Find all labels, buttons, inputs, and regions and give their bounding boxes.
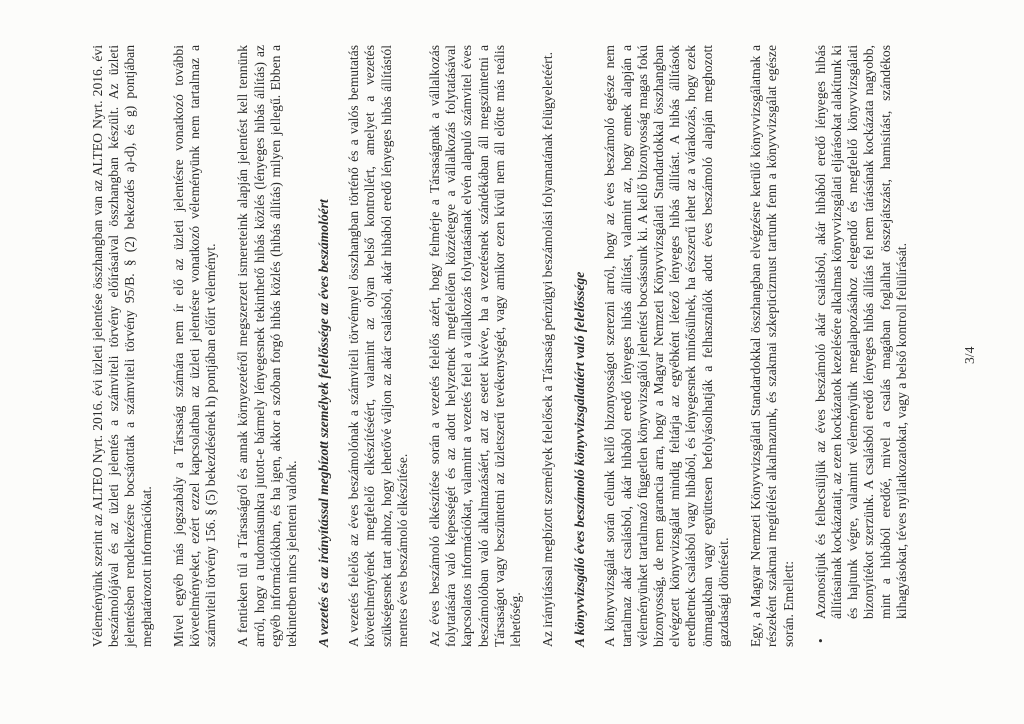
management-responsibility-heading: A vezetés és az irányítással megbízott személyek felelőssége az éves beszámolóért [316,199,332,647]
bullet-item [812,45,910,643]
auditor-responsibility-heading: A könyvvizsgáló éves beszámoló könyvvizsgálatáért való felelőssége [572,271,588,647]
bullet-item-text: Azonosítjuk és felbecsüljük az éves beszámoló akár csalásból, akár hibából eredő lényeges hibás állításainak kockázatait, az ezen kockázatok kezelésére alkalmas könyvvizsgálati eljárásokat alakítunk ki és hajtunk végre, valamint véleményünk megalapozásához elegendő és megfelelő könyvvizsgálati bizonyítékot szerzünk. A csalásból eredő lényeges hibás állítás fel nem tárásának kockázata nagyobb, mint a hibából eredőé, mivel a csalás magában foglalhat összejátszást, hamisítást, szándékos kihagyásokat, téves nyilatkozatokat, vagy a belső kontroll felülírását. [812,45,909,619]
opinion-paragraph-2: Mivel egyéb más jogszabály a Társaság számára nem ír elő az üzleti jelentésre vonatkozó további követelményeket, ezért ezzel kapcsolatban az üzleti jelentésre vonatkozó véleményünk nem tartalmaz a számviteli törvény 156. § (5) bekezdésének h) pontjában előírt véleményt. [170,45,219,647]
opinion-paragraph-1: Véleményünk szerint az ALTEO Nyrt. 2016. évi üzleti jelentése összhangban van az ALTEO Nyrt. 2016. évi beszámolójával és az üzleti jelentés a számviteli törvény előírásaival összhangban készült. Az üzleti jelentésben rendelkezésre bocsátottak a számviteli törvény 95/B. § (2) bekezdés a)-d), és g) pontjában meghatározott információkat. [90,45,154,647]
bullet-marker: • [812,638,828,643]
management-paragraph-2: Az éves beszámoló elkészítése során a vezetés felelős azért, hogy felmérje a Társaságnak a vállalkozás folytatására való képességét és az adott helyzetnek megfelelően közzétegye a vállalkozás folytatásával kapcsolatos információkat, valamint a vezetés felel a vállalkozás folytatásának elvén alapuló számvitel éves beszámolóban való alkalmazásáért, azt az esetet kivéve, ha a vezetésnek szándékában áll megszüntetni a Társaságot vagy beszüntetni az üzletszerű tevékenységét, vagy amikor ezen kívül nem áll előtte más reális lehetőség. [427,45,524,647]
auditor-paragraph-2: Egy, a Magyar Nemzeti Könyvvizsgálati Standardokkal összhangban elvégzésre kerülő könyvvizsgálatnak a részeként szakmai megítélést alkalmazunk, és szakmai szkepticizmust tartunk fenn a könyvvizsgálat egésze során. Emellett: [748,45,796,647]
bullet-list [813,45,910,647]
document-body [90,45,910,647]
management-paragraph-3: Az irányítással megbízott személyek felelősek a Társaság pénzügyi beszámolási folyamatának felügyeletéért. [540,52,556,647]
auditor-paragraph-1: A könyvvizsgálat során célunk kellő bizonyosságot szerezni arról, hogy az éves beszámoló egésze nem tartalmaz akár csalásból, akár hibából eredő lényeges hibás állítást, valamint az, hogy ennek alapján a véleményünket tartalmazó független könyvvizsgálói jelentést bocsássunk ki. A kellő bizonyosság magas fokú bizonyosság, de nem garancia arra, hogy a Magyar Nemzeti Könyvvizsgálati Standardokkal összhangban elvégzett könyvvizsgálat mindig feltárja az egyébként létező lényeges hibás állítást. A hibás állítások eredhetnek csalásból vagy hibából, és lényegesnek minősülnek, ha észszerű lehet az a várakozás, hogy ezek önmagukban vagy együttesen befolyásolhatják a felhasználók adott éves beszámoló alapján meghozott gazdasági döntéseit. [602,45,731,647]
opinion-paragraph-3: A fentieken túl a Társaságról és annak környezetéről megszerzett ismereteink alapján jelentést kell tennünk arról, hogy a tudomásunkra jutott-e bármely lényegesnek tekinthető hibás közlés (lényeges hibás állítás) az egyéb információkban, és ha igen, akkor a szóban forgó hibás közlés (hibás állítás) milyen jellegű. Ebben a tekintetben nincs jelenteni valónk. [235,45,300,647]
page-number: 3/4 [962,346,977,364]
management-paragraph-1: A vezetés felelős az éves beszámolónak a számviteli törvénnyel összhangban történő és a valós bemutatás követelményének megfelelő elkészítéséért, valamint az olyan belső kontrollért, amelyet a vezetés szükségesnek tart ahhoz, hogy lehetővé váljon az akár csalásból, akár hibából eredő lényeges hibás állítástól mentes éves beszámoló elkészítése. [346,45,410,647]
